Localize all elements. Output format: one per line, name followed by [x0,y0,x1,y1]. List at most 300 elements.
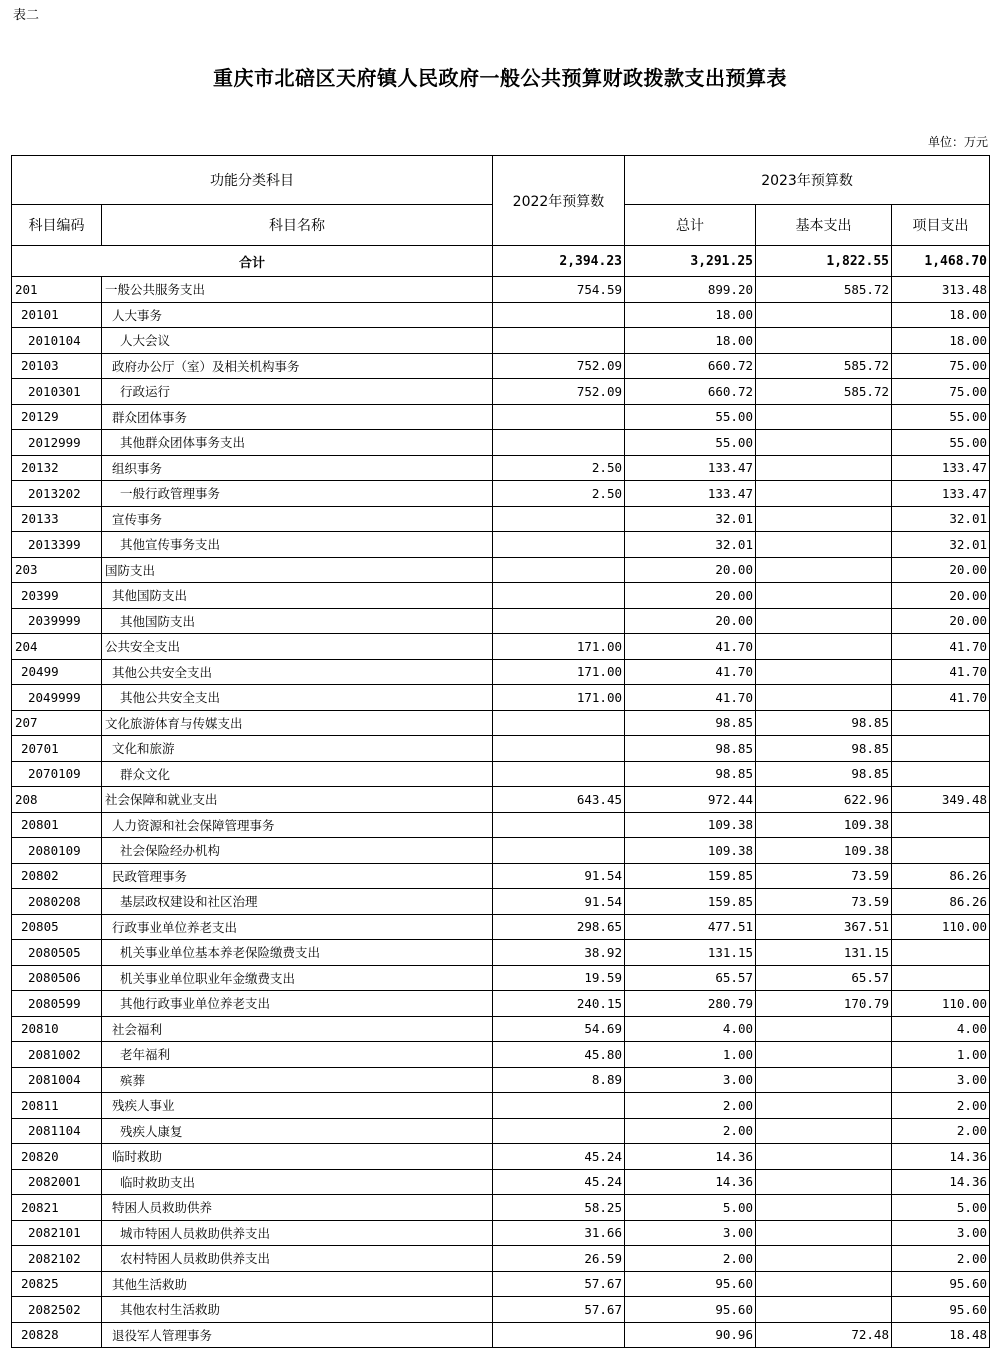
row-budget-2022: 31.66 [493,1220,625,1246]
row-2023-project: 18.00 [892,328,990,354]
row-2023-basic: 109.38 [756,838,892,864]
row-2023-basic [756,302,892,328]
row-2023-total: 95.60 [625,1297,756,1323]
row-name: 残疾人事业 [102,1093,493,1119]
row-2023-total: 972.44 [625,787,756,813]
row-2023-project [892,838,990,864]
row-2023-project: 86.26 [892,863,990,889]
row-budget-2022 [493,736,625,762]
row-2023-total: 20.00 [625,583,756,609]
row-2023-basic [756,1271,892,1297]
row-budget-2022 [493,608,625,634]
row-2023-project: 110.00 [892,914,990,940]
row-2023-project: 86.26 [892,889,990,915]
row-budget-2022 [493,404,625,430]
table-row [12,277,990,303]
row-2023-project: 41.70 [892,659,990,685]
row-2023-project [892,812,990,838]
header-total: 总计 [625,205,756,246]
row-2023-project: 133.47 [892,455,990,481]
row-2023-basic [756,1169,892,1195]
row-code: 2080505 [12,940,102,966]
row-2023-total: 2.00 [625,1118,756,1144]
row-2023-project: 20.00 [892,608,990,634]
row-2023-project: 18.48 [892,1322,990,1348]
row-name: 其他公共安全支出 [102,659,493,685]
row-2023-total: 3.00 [625,1067,756,1093]
row-2023-total: 109.38 [625,838,756,864]
row-name: 其他宣传事务支出 [102,532,493,558]
row-budget-2022 [493,761,625,787]
row-name: 文化旅游体育与传媒支出 [102,710,493,736]
table-row [12,1195,990,1221]
row-2023-basic: 98.85 [756,761,892,787]
table-row [12,940,990,966]
row-2023-basic: 73.59 [756,863,892,889]
table-row [12,991,990,1017]
row-name: 机关事业单位职业年金缴费支出 [102,965,493,991]
row-code: 20810 [12,1016,102,1042]
row-code: 2082101 [12,1220,102,1246]
table-row [12,1144,990,1170]
row-2023-project: 313.48 [892,277,990,303]
row-code: 204 [12,634,102,660]
row-budget-2022 [493,838,625,864]
row-budget-2022 [493,506,625,532]
table-row [12,404,990,430]
row-2023-total: 95.60 [625,1271,756,1297]
header-budget-2023: 2023年预算数 [625,156,990,205]
row-code: 20801 [12,812,102,838]
row-budget-2022 [493,710,625,736]
row-name: 特困人员救助供养 [102,1195,493,1221]
row-name: 退役军人管理事务 [102,1322,493,1348]
row-2023-basic [756,685,892,711]
page-title: 重庆市北碚区天府镇人民政府一般公共预算财政拨款支出预算表 [213,66,787,90]
row-2023-basic [756,430,892,456]
table-row [12,302,990,328]
row-name: 农村特困人员救助供养支出 [102,1246,493,1272]
row-2023-total: 131.15 [625,940,756,966]
row-code: 20805 [12,914,102,940]
table-row [12,379,990,405]
row-2023-project: 20.00 [892,583,990,609]
row-2023-total: 1.00 [625,1042,756,1068]
row-code: 20821 [12,1195,102,1221]
row-2023-basic: 65.57 [756,965,892,991]
row-2023-total: 41.70 [625,685,756,711]
row-name: 人大会议 [102,328,493,354]
row-2023-project: 133.47 [892,481,990,507]
row-2023-project [892,940,990,966]
row-name: 其他群众团体事务支出 [102,430,493,456]
row-2023-total: 2.00 [625,1246,756,1272]
row-2023-project: 95.60 [892,1297,990,1323]
row-code: 2082502 [12,1297,102,1323]
row-2023-basic: 585.72 [756,379,892,405]
row-2023-total: 41.70 [625,659,756,685]
row-budget-2022: 54.69 [493,1016,625,1042]
row-2023-basic: 98.85 [756,736,892,762]
row-name: 文化和旅游 [102,736,493,762]
row-budget-2022 [493,430,625,456]
row-2023-total: 660.72 [625,353,756,379]
row-2023-total: 55.00 [625,404,756,430]
row-code: 2039999 [12,608,102,634]
table-row [12,889,990,915]
table-row [12,583,990,609]
table-row [12,1322,990,1348]
total-row [12,246,990,277]
row-2023-basic [756,1144,892,1170]
row-2023-total: 4.00 [625,1016,756,1042]
row-2023-project: 349.48 [892,787,990,813]
row-2023-basic: 98.85 [756,710,892,736]
table-row [12,1246,990,1272]
table-row [12,1016,990,1042]
total-2023-project: 1,468.70 [892,246,990,277]
row-name: 社会福利 [102,1016,493,1042]
row-budget-2022: 45.24 [493,1169,625,1195]
table-row [12,659,990,685]
row-name: 群众文化 [102,761,493,787]
table-row [12,761,990,787]
row-code: 20129 [12,404,102,430]
row-2023-total: 159.85 [625,863,756,889]
table-row [12,1297,990,1323]
table-row [12,914,990,940]
header-name: 科目名称 [102,205,493,246]
table-row [12,328,990,354]
table-row [12,965,990,991]
row-2023-basic [756,404,892,430]
row-name: 一般公共服务支出 [102,277,493,303]
row-name: 老年福利 [102,1042,493,1068]
row-2023-project: 5.00 [892,1195,990,1221]
row-budget-2022: 752.09 [493,379,625,405]
row-name: 其他生活救助 [102,1271,493,1297]
row-code: 20101 [12,302,102,328]
row-budget-2022 [493,1093,625,1119]
row-2023-basic: 170.79 [756,991,892,1017]
row-2023-basic: 131.15 [756,940,892,966]
row-2023-total: 133.47 [625,481,756,507]
row-name: 人力资源和社会保障管理事务 [102,812,493,838]
header-basic: 基本支出 [756,205,892,246]
row-2023-project: 18.00 [892,302,990,328]
row-2023-total: 55.00 [625,430,756,456]
table-row [12,1169,990,1195]
total-2022: 2,394.23 [493,246,625,277]
table-number-label: 表二 [13,8,40,23]
row-budget-2022: 171.00 [493,634,625,660]
row-2023-basic [756,1093,892,1119]
header-budget-2022: 2022年预算数 [493,156,625,246]
table-row [12,1042,990,1068]
row-name: 政府办公厅（室）及相关机构事务 [102,353,493,379]
table-row [12,710,990,736]
header-project: 项目支出 [892,205,990,246]
row-2023-total: 280.79 [625,991,756,1017]
table-row [12,608,990,634]
header-row-1 [12,156,990,205]
row-budget-2022: 91.54 [493,889,625,915]
row-name: 社会保险经办机构 [102,838,493,864]
row-2023-total: 133.47 [625,455,756,481]
row-code: 207 [12,710,102,736]
table-row [12,863,990,889]
row-2023-project: 3.00 [892,1067,990,1093]
row-2023-total: 65.57 [625,965,756,991]
row-budget-2022 [493,1118,625,1144]
row-2023-basic: 585.72 [756,277,892,303]
row-2023-project: 32.01 [892,532,990,558]
row-code: 2081004 [12,1067,102,1093]
row-budget-2022: 754.59 [493,277,625,303]
row-2023-basic [756,481,892,507]
row-code: 2010104 [12,328,102,354]
table-row [12,353,990,379]
row-budget-2022: 298.65 [493,914,625,940]
table-row [12,1271,990,1297]
row-code: 2012999 [12,430,102,456]
row-2023-total: 14.36 [625,1169,756,1195]
row-2023-basic [756,506,892,532]
row-2023-basic [756,659,892,685]
row-2023-basic [756,1246,892,1272]
row-code: 201 [12,277,102,303]
row-budget-2022: 240.15 [493,991,625,1017]
row-code: 20133 [12,506,102,532]
row-name: 一般行政管理事务 [102,481,493,507]
total-label: 合计 [12,246,493,277]
row-2023-project: 14.36 [892,1169,990,1195]
row-budget-2022 [493,532,625,558]
table-row [12,685,990,711]
row-name: 临时救助支出 [102,1169,493,1195]
row-budget-2022: 171.00 [493,685,625,711]
table-row [12,557,990,583]
table-row [12,812,990,838]
row-code: 2081002 [12,1042,102,1068]
row-budget-2022: 58.25 [493,1195,625,1221]
row-code: 2080599 [12,991,102,1017]
row-2023-project: 41.70 [892,634,990,660]
row-name: 人大事务 [102,302,493,328]
row-budget-2022: 57.67 [493,1271,625,1297]
row-2023-basic [756,455,892,481]
row-budget-2022: 45.80 [493,1042,625,1068]
row-code: 203 [12,557,102,583]
row-name: 其他国防支出 [102,608,493,634]
row-2023-total: 109.38 [625,812,756,838]
row-2023-basic [756,608,892,634]
row-2023-basic [756,1195,892,1221]
row-name: 民政管理事务 [102,863,493,889]
row-code: 2080506 [12,965,102,991]
row-name: 组织事务 [102,455,493,481]
row-2023-project: 2.00 [892,1093,990,1119]
row-budget-2022: 91.54 [493,863,625,889]
row-2023-total: 159.85 [625,889,756,915]
row-budget-2022: 38.92 [493,940,625,966]
row-budget-2022: 8.89 [493,1067,625,1093]
row-code: 20802 [12,863,102,889]
row-name: 其他公共安全支出 [102,685,493,711]
row-budget-2022: 26.59 [493,1246,625,1272]
table-row [12,838,990,864]
row-2023-project: 110.00 [892,991,990,1017]
row-code: 2013399 [12,532,102,558]
row-2023-total: 5.00 [625,1195,756,1221]
row-2023-basic: 72.48 [756,1322,892,1348]
row-2023-basic [756,1042,892,1068]
row-2023-project: 4.00 [892,1016,990,1042]
row-2023-total: 20.00 [625,557,756,583]
row-code: 20828 [12,1322,102,1348]
row-budget-2022: 171.00 [493,659,625,685]
row-name: 其他农村生活救助 [102,1297,493,1323]
table-row [12,787,990,813]
row-code: 20399 [12,583,102,609]
row-code: 2080109 [12,838,102,864]
row-2023-total: 14.36 [625,1144,756,1170]
row-2023-basic [756,1297,892,1323]
row-2023-basic [756,583,892,609]
table-row [12,481,990,507]
row-budget-2022 [493,328,625,354]
row-name: 其他国防支出 [102,583,493,609]
row-name: 社会保障和就业支出 [102,787,493,813]
row-2023-project: 2.00 [892,1118,990,1144]
row-code: 2070109 [12,761,102,787]
row-2023-basic: 622.96 [756,787,892,813]
row-2023-total: 90.96 [625,1322,756,1348]
row-2023-total: 2.00 [625,1093,756,1119]
row-code: 20132 [12,455,102,481]
row-name: 临时救助 [102,1144,493,1170]
row-name: 残疾人康复 [102,1118,493,1144]
row-name: 机关事业单位基本养老保险缴费支出 [102,940,493,966]
row-name: 行政运行 [102,379,493,405]
row-2023-project: 55.00 [892,404,990,430]
row-2023-project: 32.01 [892,506,990,532]
row-2023-basic [756,1016,892,1042]
row-code: 20811 [12,1093,102,1119]
row-2023-basic [756,1220,892,1246]
row-code: 20701 [12,736,102,762]
row-2023-basic [756,557,892,583]
row-code: 2049999 [12,685,102,711]
table-row [12,455,990,481]
row-2023-project [892,710,990,736]
row-code: 20825 [12,1271,102,1297]
row-2023-total: 899.20 [625,277,756,303]
row-budget-2022 [493,302,625,328]
row-2023-total: 98.85 [625,761,756,787]
row-code: 2081104 [12,1118,102,1144]
row-code: 2082102 [12,1246,102,1272]
row-2023-total: 98.85 [625,710,756,736]
table-row [12,634,990,660]
table-row [12,532,990,558]
table-row [12,736,990,762]
row-budget-2022 [493,557,625,583]
row-2023-project: 95.60 [892,1271,990,1297]
row-2023-project: 75.00 [892,353,990,379]
row-2023-total: 98.85 [625,736,756,762]
row-2023-basic: 367.51 [756,914,892,940]
row-2023-project: 14.36 [892,1144,990,1170]
row-code: 2082001 [12,1169,102,1195]
row-2023-basic [756,1067,892,1093]
row-code: 20103 [12,353,102,379]
row-2023-total: 18.00 [625,302,756,328]
row-2023-basic: 73.59 [756,889,892,915]
row-name: 基层政权建设和社区治理 [102,889,493,915]
row-name: 其他行政事业单位养老支出 [102,991,493,1017]
row-name: 国防支出 [102,557,493,583]
row-2023-total: 20.00 [625,608,756,634]
header-functional: 功能分类科目 [12,156,493,205]
row-code: 2080208 [12,889,102,915]
row-name: 宣传事务 [102,506,493,532]
row-2023-project: 2.00 [892,1246,990,1272]
row-2023-project: 55.00 [892,430,990,456]
row-2023-basic [756,532,892,558]
row-2023-project: 41.70 [892,685,990,711]
row-2023-project: 1.00 [892,1042,990,1068]
total-2023-total: 3,291.25 [625,246,756,277]
row-code: 2010301 [12,379,102,405]
row-code: 20820 [12,1144,102,1170]
row-budget-2022: 752.09 [493,353,625,379]
unit-label: 单位：万元 [927,135,988,149]
header-code: 科目编码 [12,205,102,246]
row-name: 城市特困人员救助供养支出 [102,1220,493,1246]
row-code: 2013202 [12,481,102,507]
table-row [12,1118,990,1144]
table-row [12,1220,990,1246]
row-2023-project [892,761,990,787]
row-2023-project: 75.00 [892,379,990,405]
row-code: 208 [12,787,102,813]
row-2023-total: 32.01 [625,506,756,532]
table-row [12,430,990,456]
row-budget-2022: 57.67 [493,1297,625,1323]
row-code: 20499 [12,659,102,685]
row-2023-project: 3.00 [892,1220,990,1246]
budget-table [11,155,990,1348]
row-2023-basic: 109.38 [756,812,892,838]
row-name: 殡葬 [102,1067,493,1093]
row-name: 公共安全支出 [102,634,493,660]
row-name: 群众团体事务 [102,404,493,430]
table-row [12,1093,990,1119]
row-2023-total: 18.00 [625,328,756,354]
row-2023-total: 32.01 [625,532,756,558]
row-2023-basic [756,1118,892,1144]
row-2023-project [892,965,990,991]
row-budget-2022 [493,812,625,838]
row-budget-2022 [493,1322,625,1348]
row-2023-project [892,736,990,762]
row-2023-total: 3.00 [625,1220,756,1246]
row-budget-2022: 2.50 [493,481,625,507]
row-2023-basic [756,634,892,660]
row-budget-2022: 643.45 [493,787,625,813]
row-2023-basic: 585.72 [756,353,892,379]
